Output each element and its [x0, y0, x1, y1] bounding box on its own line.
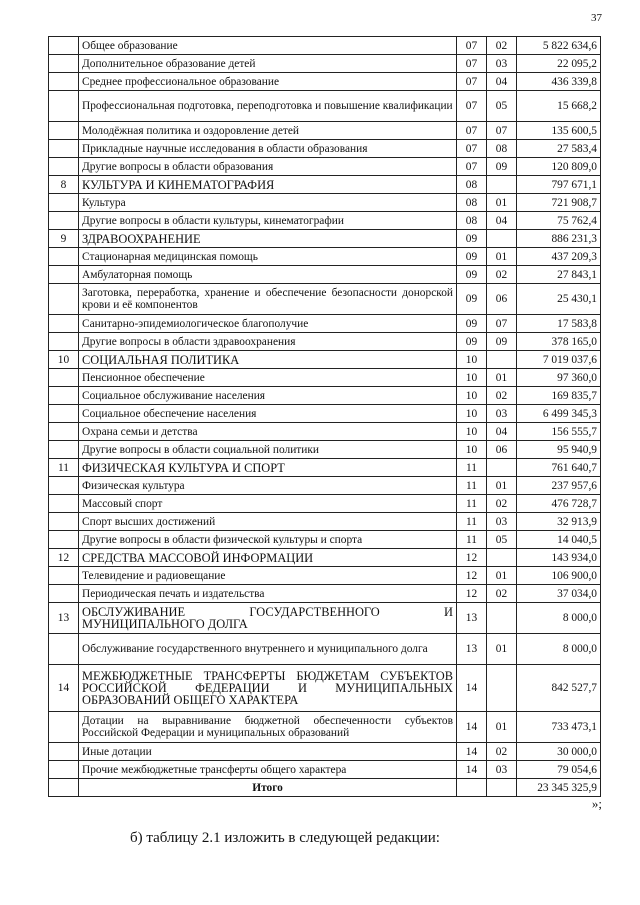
amount-cell: 437 209,3	[517, 248, 601, 266]
amount-cell: 8 000,0	[517, 634, 601, 665]
row-name-cell: Пенсионное обеспечение	[79, 369, 457, 387]
section-code-cell: 12	[457, 567, 487, 585]
row-number-cell	[49, 91, 79, 122]
row-number-cell	[49, 761, 79, 779]
table-row	[49, 37, 601, 55]
section-code-cell: 08	[457, 212, 487, 230]
table-row	[49, 567, 601, 585]
row-number-cell: 9	[49, 230, 79, 248]
table-row	[49, 423, 601, 441]
subsection-code-cell: 02	[487, 37, 517, 55]
amount-cell: 120 809,0	[517, 158, 601, 176]
amount-cell: 106 900,0	[517, 567, 601, 585]
row-name-cell: Массовый спорт	[79, 495, 457, 513]
section-code-cell: 10	[457, 387, 487, 405]
subsection-code-cell: 03	[487, 761, 517, 779]
row-number-cell	[49, 531, 79, 549]
table-row	[49, 248, 601, 266]
amount-cell: 761 640,7	[517, 459, 601, 477]
subsection-code-cell: 07	[487, 315, 517, 333]
subsection-code-cell	[487, 176, 517, 194]
row-name-cell: Заготовка, переработка, хранение и обеспечение безопасности донорской крови и её компонентов	[79, 284, 457, 315]
subsection-code-cell	[487, 603, 517, 634]
row-name-cell: Культура	[79, 194, 457, 212]
table-row	[49, 477, 601, 495]
section-code-cell: 09	[457, 315, 487, 333]
section-code-cell: 13	[457, 634, 487, 665]
amount-cell: 886 231,3	[517, 230, 601, 248]
row-name-cell: Охрана семьи и детства	[79, 423, 457, 441]
row-number-cell: 13	[49, 603, 79, 634]
section-code-cell: 11	[457, 531, 487, 549]
row-number-cell	[49, 73, 79, 91]
total-empty-cell	[457, 779, 487, 797]
amount-cell: 6 499 345,3	[517, 405, 601, 423]
section-code-cell: 07	[457, 55, 487, 73]
table-row	[49, 634, 601, 665]
amount-cell: 135 600,5	[517, 122, 601, 140]
row-name-cell: Другие вопросы в области здравоохранения	[79, 333, 457, 351]
subsection-code-cell: 05	[487, 531, 517, 549]
subsection-code-cell: 02	[487, 266, 517, 284]
table-row	[49, 284, 601, 315]
subsection-code-cell: 03	[487, 55, 517, 73]
row-number-cell	[49, 140, 79, 158]
row-name-cell: ЗДРАВООХРАНЕНИЕ	[79, 230, 457, 248]
table-row	[49, 73, 601, 91]
subsection-code-cell	[487, 459, 517, 477]
section-code-cell: 09	[457, 266, 487, 284]
table-row	[49, 158, 601, 176]
subsection-code-cell	[487, 230, 517, 248]
subsection-code-cell: 02	[487, 743, 517, 761]
table-row	[49, 230, 601, 248]
row-name-cell: Прикладные научные исследования в области образования	[79, 140, 457, 158]
section-code-cell: 10	[457, 405, 487, 423]
row-number-cell	[49, 513, 79, 531]
amount-cell: 75 762,4	[517, 212, 601, 230]
row-name-cell: Молодёжная политика и оздоровление детей	[79, 122, 457, 140]
subsection-code-cell: 01	[487, 712, 517, 743]
row-name-cell: КУЛЬТУРА И КИНЕМАТОГРАФИЯ	[79, 176, 457, 194]
table-row	[49, 405, 601, 423]
table-row	[49, 459, 601, 477]
total-label: Итого	[79, 779, 457, 797]
amount-cell: 8 000,0	[517, 603, 601, 634]
table-row	[49, 212, 601, 230]
row-name-cell: Спорт высших достижений	[79, 513, 457, 531]
row-number-cell	[49, 194, 79, 212]
amount-cell: 436 339,8	[517, 73, 601, 91]
next-instruction-text: б) таблицу 2.1 изложить в следующей редакции:	[130, 830, 440, 846]
amount-cell: 37 034,0	[517, 585, 601, 603]
section-code-cell: 12	[457, 549, 487, 567]
section-code-cell: 09	[457, 230, 487, 248]
table-row	[49, 665, 601, 712]
row-number-cell	[49, 387, 79, 405]
subsection-code-cell: 06	[487, 284, 517, 315]
row-name-cell: Прочие межбюджетные трансферты общего характера	[79, 761, 457, 779]
row-number-cell: 10	[49, 351, 79, 369]
subsection-code-cell	[487, 549, 517, 567]
table-row	[49, 369, 601, 387]
subsection-code-cell: 04	[487, 212, 517, 230]
section-code-cell: 11	[457, 459, 487, 477]
row-number-cell	[49, 122, 79, 140]
table-row	[49, 266, 601, 284]
section-code-cell: 14	[457, 743, 487, 761]
section-code-cell: 10	[457, 351, 487, 369]
row-name-cell: Среднее профессиональное образование	[79, 73, 457, 91]
subsection-code-cell: 06	[487, 441, 517, 459]
amount-cell: 95 940,9	[517, 441, 601, 459]
row-name-cell: Иные дотации	[79, 743, 457, 761]
row-name-cell: Санитарно-эпидемиологическое благополучие	[79, 315, 457, 333]
subsection-code-cell	[487, 351, 517, 369]
table-row	[49, 743, 601, 761]
section-code-cell: 07	[457, 73, 487, 91]
subsection-code-cell: 04	[487, 423, 517, 441]
row-name-cell: Дополнительное образование детей	[79, 55, 457, 73]
row-name-cell: СОЦИАЛЬНАЯ ПОЛИТИКА	[79, 351, 457, 369]
amount-cell: 32 913,9	[517, 513, 601, 531]
table-row	[49, 194, 601, 212]
row-name-cell: Периодическая печать и издательства	[79, 585, 457, 603]
row-number-cell	[49, 284, 79, 315]
section-code-cell: 07	[457, 158, 487, 176]
row-number-cell	[49, 495, 79, 513]
amount-cell: 797 671,1	[517, 176, 601, 194]
row-number-cell	[49, 37, 79, 55]
table-row	[49, 549, 601, 567]
section-code-cell: 09	[457, 333, 487, 351]
row-name-cell: Другие вопросы в области образования	[79, 158, 457, 176]
table-row	[49, 603, 601, 634]
section-code-cell: 14	[457, 665, 487, 712]
row-name-cell: Социальное обслуживание населения	[79, 387, 457, 405]
row-number-cell: 8	[49, 176, 79, 194]
subsection-code-cell: 01	[487, 194, 517, 212]
row-number-cell	[49, 567, 79, 585]
subsection-code-cell: 01	[487, 248, 517, 266]
section-code-cell: 10	[457, 369, 487, 387]
amount-cell: 842 527,7	[517, 665, 601, 712]
row-name-cell: Профессиональная подготовка, переподготовка и повышение квалификации	[79, 91, 457, 122]
amount-cell: 25 430,1	[517, 284, 601, 315]
table-row	[49, 140, 601, 158]
amount-cell: 30 000,0	[517, 743, 601, 761]
total-row	[49, 779, 601, 797]
closing-quote-mark: »;	[591, 796, 602, 811]
row-name-cell: Другие вопросы в области социальной политики	[79, 441, 457, 459]
table-row	[49, 55, 601, 73]
subsection-code-cell: 09	[487, 333, 517, 351]
row-name-cell: МЕЖБЮДЖЕТНЫЕ ТРАНСФЕРТЫ БЮДЖЕТАМ СУБЪЕКТОВ РОССИЙСКОЙ ФЕДЕРАЦИИ И МУНИЦИПАЛЬНЫХ ОБРАЗОВАНИЙ ОБЩЕГО ХАРАКТЕРА	[79, 665, 457, 712]
row-number-cell: 12	[49, 549, 79, 567]
amount-cell: 15 668,2	[517, 91, 601, 122]
amount-cell: 22 095,2	[517, 55, 601, 73]
section-code-cell: 14	[457, 712, 487, 743]
row-number-cell	[49, 55, 79, 73]
subsection-code-cell: 03	[487, 513, 517, 531]
row-name-cell: ОБСЛУЖИВАНИЕ ГОСУДАРСТВЕННОГО И МУНИЦИПАЛЬНОГО ДОЛГА	[79, 603, 457, 634]
subsection-code-cell: 01	[487, 567, 517, 585]
section-code-cell: 07	[457, 91, 487, 122]
table-row	[49, 122, 601, 140]
row-number-cell	[49, 266, 79, 284]
subsection-code-cell: 02	[487, 495, 517, 513]
row-number-cell	[49, 333, 79, 351]
amount-cell: 721 908,7	[517, 194, 601, 212]
amount-cell: 378 165,0	[517, 333, 601, 351]
total-empty-cell	[487, 779, 517, 797]
row-number-cell	[49, 315, 79, 333]
section-code-cell: 07	[457, 122, 487, 140]
table-row	[49, 531, 601, 549]
row-number-cell: 11	[49, 459, 79, 477]
row-number-cell	[49, 743, 79, 761]
total-empty-cell	[49, 779, 79, 797]
table-row	[49, 176, 601, 194]
row-number-cell: 14	[49, 665, 79, 712]
amount-cell: 14 040,5	[517, 531, 601, 549]
table-row	[49, 712, 601, 743]
subsection-code-cell: 05	[487, 91, 517, 122]
amount-cell: 79 054,6	[517, 761, 601, 779]
row-name-cell: Телевидение и радиовещание	[79, 567, 457, 585]
section-code-cell: 07	[457, 37, 487, 55]
row-number-cell	[49, 405, 79, 423]
section-code-cell: 11	[457, 477, 487, 495]
section-code-cell: 13	[457, 603, 487, 634]
budget-table	[48, 36, 601, 797]
total-amount: 23 345 325,9	[517, 779, 601, 797]
row-number-cell	[49, 248, 79, 266]
table-row	[49, 315, 601, 333]
row-name-cell: Стационарная медицинская помощь	[79, 248, 457, 266]
row-name-cell: Другие вопросы в области физической культуры и спорта	[79, 531, 457, 549]
amount-cell: 237 957,6	[517, 477, 601, 495]
section-code-cell: 09	[457, 284, 487, 315]
section-code-cell: 10	[457, 441, 487, 459]
table-row	[49, 495, 601, 513]
row-number-cell	[49, 212, 79, 230]
table-row	[49, 585, 601, 603]
subsection-code-cell: 02	[487, 585, 517, 603]
amount-cell: 27 843,1	[517, 266, 601, 284]
amount-cell: 97 360,0	[517, 369, 601, 387]
subsection-code-cell: 01	[487, 369, 517, 387]
section-code-cell: 11	[457, 495, 487, 513]
section-code-cell: 14	[457, 761, 487, 779]
row-number-cell	[49, 158, 79, 176]
subsection-code-cell: 04	[487, 73, 517, 91]
row-number-cell	[49, 585, 79, 603]
table-row	[49, 441, 601, 459]
row-name-cell: Физическая культура	[79, 477, 457, 495]
row-number-cell	[49, 423, 79, 441]
section-code-cell: 11	[457, 513, 487, 531]
subsection-code-cell: 09	[487, 158, 517, 176]
section-code-cell: 08	[457, 176, 487, 194]
subsection-code-cell: 07	[487, 122, 517, 140]
subsection-code-cell: 08	[487, 140, 517, 158]
subsection-code-cell: 02	[487, 387, 517, 405]
subsection-code-cell: 03	[487, 405, 517, 423]
row-number-cell	[49, 441, 79, 459]
row-number-cell	[49, 477, 79, 495]
subsection-code-cell	[487, 665, 517, 712]
section-code-cell: 10	[457, 423, 487, 441]
row-name-cell: СРЕДСТВА МАССОВОЙ ИНФОРМАЦИИ	[79, 549, 457, 567]
table-row	[49, 333, 601, 351]
amount-cell: 27 583,4	[517, 140, 601, 158]
amount-cell: 169 835,7	[517, 387, 601, 405]
table-row	[49, 351, 601, 369]
row-name-cell: Другие вопросы в области культуры, кинематографии	[79, 212, 457, 230]
row-name-cell: Общее образование	[79, 37, 457, 55]
budget-table-body	[49, 37, 601, 797]
row-number-cell	[49, 369, 79, 387]
amount-cell: 143 934,0	[517, 549, 601, 567]
table-row	[49, 513, 601, 531]
row-name-cell: ФИЗИЧЕСКАЯ КУЛЬТУРА И СПОРТ	[79, 459, 457, 477]
page-number: 37	[591, 12, 602, 24]
subsection-code-cell: 01	[487, 634, 517, 665]
table-row	[49, 387, 601, 405]
amount-cell: 5 822 634,6	[517, 37, 601, 55]
row-number-cell	[49, 634, 79, 665]
amount-cell: 17 583,8	[517, 315, 601, 333]
row-name-cell: Обслуживание государственного внутреннего и муниципального долга	[79, 634, 457, 665]
section-code-cell: 09	[457, 248, 487, 266]
amount-cell: 156 555,7	[517, 423, 601, 441]
amount-cell: 476 728,7	[517, 495, 601, 513]
table-row	[49, 761, 601, 779]
row-name-cell: Амбулаторная помощь	[79, 266, 457, 284]
row-name-cell: Дотации на выравнивание бюджетной обеспеченности субъектов Российской Федерации и муниципальных образований	[79, 712, 457, 743]
row-name-cell: Социальное обеспечение населения	[79, 405, 457, 423]
row-number-cell	[49, 712, 79, 743]
amount-cell: 7 019 037,6	[517, 351, 601, 369]
amount-cell: 733 473,1	[517, 712, 601, 743]
subsection-code-cell: 01	[487, 477, 517, 495]
section-code-cell: 07	[457, 140, 487, 158]
section-code-cell: 12	[457, 585, 487, 603]
section-code-cell: 08	[457, 194, 487, 212]
table-row	[49, 91, 601, 122]
